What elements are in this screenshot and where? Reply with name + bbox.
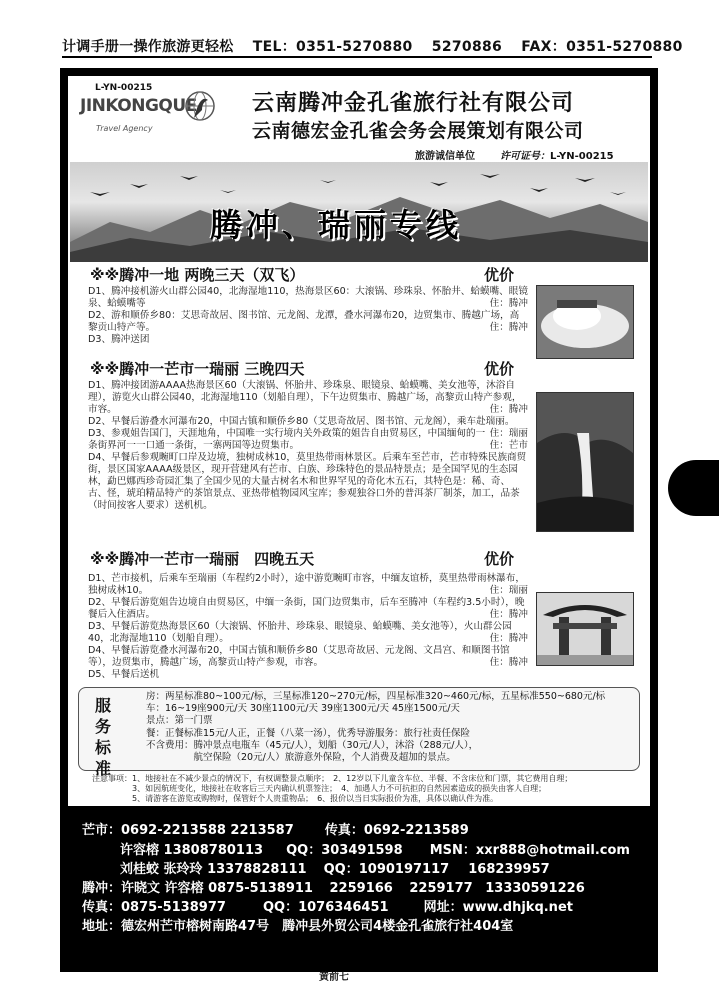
company-name-1: 云南腾冲金孔雀旅行社有限公司 — [252, 90, 575, 116]
temple-gate-photo — [536, 592, 634, 666]
notes — [92, 774, 640, 805]
route-1-day-3: D3、腾冲送团 — [88, 334, 150, 345]
hot-spring-photo — [536, 285, 634, 359]
header-tel1: 0351-5270880 — [296, 39, 413, 55]
trust-line — [415, 147, 614, 162]
header-fax: 0351-5270880 — [566, 39, 683, 55]
trust-unit: 旅游诚信单位 — [415, 151, 475, 162]
route-3-title: ※※腾冲一芒市一瑞丽 四晚五天 — [90, 550, 315, 568]
waterfall-photo — [536, 392, 634, 532]
license-label: 许可证号： — [499, 151, 550, 162]
route-3-itinerary — [88, 573, 528, 681]
route-2-itinerary — [88, 380, 528, 512]
route-2-title: ※※腾冲一芒市一瑞丽 三晚四天 — [90, 360, 305, 378]
route-2-day-2: D2、早餐后游叠水河瀑布20，中国古镇和顺侨乡80（艾思奇故居、图书馆、元龙阁），乘车赴瑞丽。 住：瑞丽 — [88, 416, 528, 439]
header-tel-label: TEL： — [252, 39, 297, 55]
page-footer: 黄前七 — [319, 972, 349, 983]
service-line: 景点：第一门票 — [146, 715, 213, 727]
note-line: 3、如因航班变化，地接社在收客后三天内确认机票签注； 4、加遇人力不可抗拒的自然因素造成的损失由客人自理； — [92, 784, 547, 794]
header-slogan: 计调手册一操作旅游更轻松 — [62, 39, 234, 55]
banner-title: 腾冲、瑞丽专线 — [210, 206, 463, 244]
service-label: 服务标准 — [94, 696, 111, 778]
route-3-price: 优价 — [484, 550, 515, 568]
contact-row-5: 传真：0875-5138977 QQ：1076346451 网址：www.dhjkq.net — [82, 900, 573, 915]
route-2-day-1: D1、腾冲接团游AAAA热海景区60（大滚锅、怀胎井、珍珠泉、眼镜泉、蛤蟆嘴、美女池等，沐浴自理），游览火山群公园40，北海湿地110（划船自理），下午边贸集市、腾越广场，高黎贡山特产参观，市容。 住：腾冲 — [88, 380, 528, 415]
note-line: 注意事项：1、地接社在不减少景点的情况下，有权调整景点顺序； 2、12岁以下儿童含车位、半餐、不含床位和门票，其它费用自理； — [92, 774, 573, 783]
service-line: 航空保险（20元/人）旅游意外保险，个人消费及超加的景点。 — [146, 752, 456, 764]
contact-row-6: 地址：德宏州芒市榕树南路47号 腾冲县外贸公司4楼金孔雀旅行社404室 — [82, 919, 514, 934]
service-line: 房：两星标准80~100元/标，三星标准120~270元/标，四星标准320~460元/标，五星标准550~680元/标 — [146, 691, 606, 702]
logo-name: JINKONGQUE — [80, 96, 197, 116]
route-3-day-2: D2、早餐后游览姐告边境自由贸易区，中缅一条街，国门边贸集市，后车至腾冲（车程约3.5小时），晚餐后入住酒店。 住：腾冲 — [88, 597, 528, 620]
company-name-2: 云南德宏金孔雀会务会展策划有限公司 — [252, 120, 584, 142]
route-3-day-4: D4、早餐后游览叠水河瀑布20，中国古镇和顺侨乡80（艾思奇故居、元龙阁、文昌宫、和顺图书馆等），边贸集市，腾越广场，高黎贡山特产参观，市容。 住：腾冲 — [88, 645, 528, 668]
page-side-tab — [668, 460, 719, 516]
header-fax-label: FAX： — [521, 39, 567, 55]
route-1-day-1: D1、腾冲接机游火山群公园40，北海湿地110，热海景区60：大滚锅、珍珠泉、怀胎井、蛤蟆嘴、眼镜泉、蛤蟆嘴等 住：腾冲 — [88, 286, 528, 309]
route-3-day-1: D1、芒市接机，后乘车至瑞丽（车程约2小时），途中游览畹町市容，中缅友谊桥，莫里热带雨林瀑布，独树成林10。 住：瑞丽 — [88, 573, 528, 596]
note-line: 5、请游客在游览或购物时，保管好个人贵重物品； 6、报价以当日实际报价为准，具体以确认件为准。 — [92, 794, 499, 804]
logo-license: L-YN-00215 — [95, 83, 153, 93]
route-3-day-5: D5、早餐后送机 — [88, 669, 160, 680]
logo-subtitle: Travel Agency — [96, 124, 153, 133]
route-3-day-3: D3、早餐后游览热海景区60（大滚锅、怀胎井、珍珠泉、眼镜泉、蛤蟆嘴、美女池等），火山群公园40，北海湿地110（划船自理）。 住：腾冲 — [88, 621, 528, 644]
peacock-globe-icon — [184, 88, 216, 130]
route-2-price: 优价 — [484, 360, 515, 378]
contact-row-1: 芒市：0692-2213588 2213587 传真：0692-2213589 — [82, 823, 469, 838]
service-line: 不含费用：腾冲景点电瓶车（45元/人），划船（30元/人），沐浴（288元/人）， — [146, 739, 479, 751]
service-details — [146, 691, 634, 764]
route-2-day-4: D4、早餐后参观畹町口岸及边境，独树成林10，莫里热带雨林景区。后乘车至芒市，芒市特殊民族商贸街，景区国家AAAA级景区，现开营建风有芒市、白族、珍珠特色的景品特景点；是全国罕见的生态园林，勐巴娜西珍奇园汇集了全国少见的大量古树名木和世界罕见的奇化木五石，其特色是：稀、奇、古、怪，琥珀精品特产的茶馆景点、亚热带植物园风宝库；参观独谷口外的普洱茶厂制茶，加工，品茶（时间按客人要求）送机机。 — [88, 452, 527, 511]
license-number: L-YN-00215 — [549, 151, 614, 162]
header-rule — [62, 56, 652, 58]
service-line: 车：16~19座900元/天 30座1100元/天 39座1300元/天 45座1500元/天 — [146, 703, 460, 715]
route-1-day-2: D2、游和顺侨乡80：艾思奇故居、图书馆、元龙阁、龙潭，叠水河瀑布20，边贸集市、腾越广场，高黎贡山特产等。 住：腾冲 — [88, 310, 528, 333]
route-1-itinerary — [88, 286, 528, 346]
contact-row-2: 许容榕 13808780113 QQ：303491598 MSN：xxr888@hotmail.com — [120, 843, 630, 858]
contact-row-4: 腾冲：许晓文 许容榕 0875-5138911 2259166 2259177 13330591226 — [82, 881, 585, 896]
route-1-title: ※※腾冲一地 两晚三天（双飞） — [90, 266, 305, 284]
header-tel2: 5270886 — [431, 39, 503, 55]
header-line — [62, 36, 683, 56]
route-1-price: 优价 — [484, 266, 515, 284]
contact-row-3: 刘桂蛟 张玲玲 13378828111 QQ：1090197117 168239957 — [120, 862, 550, 877]
route-2-day-3: D3、参观姐告国门，天涯地角，中国唯一实行境内关外政策的姐告自由贸易区，中国缅甸的一条街界河一一口通一条街，一寨两国等边贸集市。 住：芒市 — [88, 428, 528, 451]
service-line: 餐：正餐标准15元/人正，正餐（八菜一汤），优秀导游服务：旅行社责任保险 — [146, 727, 471, 739]
